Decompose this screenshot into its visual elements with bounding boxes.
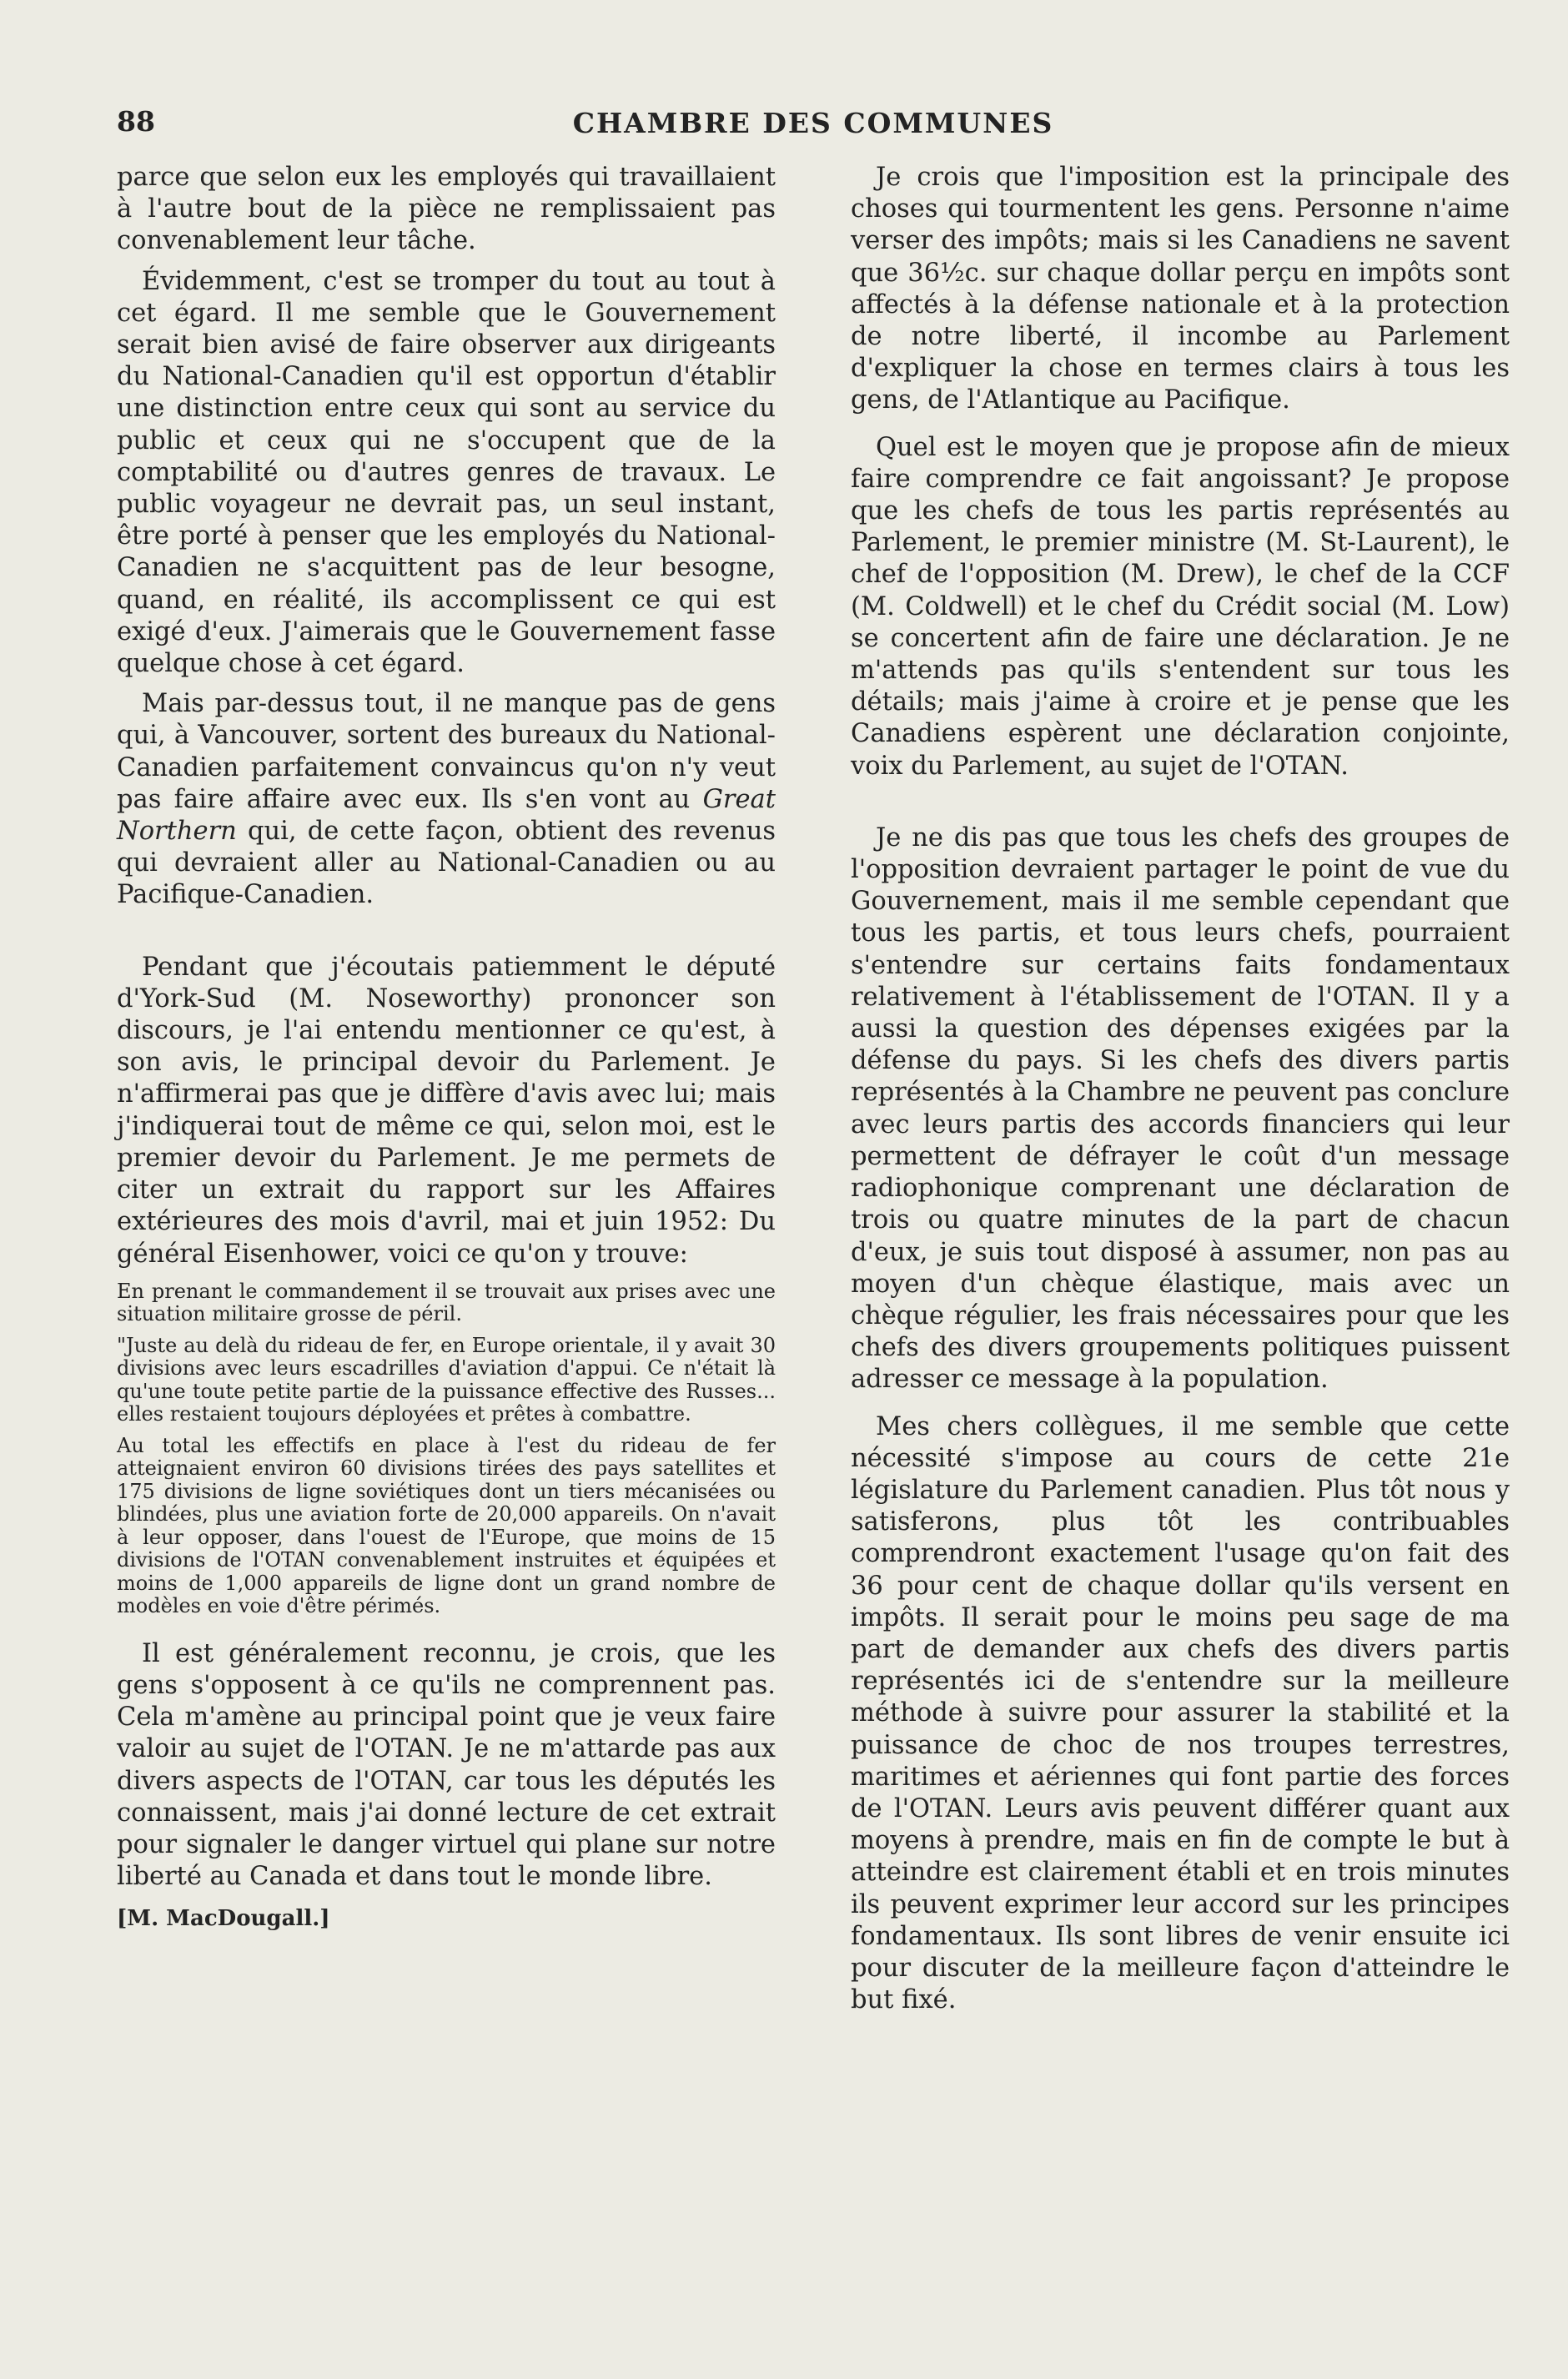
paragraph: parce que selon eux les employés qui travaillaient à l'autre bout de la pièce ne remplissaient pas convenablement leur tâche. bbox=[117, 163, 776, 256]
paragraph bbox=[117, 688, 776, 911]
page-header bbox=[117, 98, 1510, 148]
paragraph: Pendant que j'écoutais patiemment le député d'York-Sud (M. Noseworthy) prononcer son discours, je l'ai entendu mentionner ce qu'est, à son avis, le principal devoir du Parlement. Je n'affirmerai pas que je diffère d'avis avec lui; mais j'indiquerai tout de même ce qui, selon moi, est le premier devoir du Parlement. Je me permets de citer un extrait du rapport sur les Affaires extérieures des mois d'avril, mai et juin 1952: Du général Eisenhower, voici ce qu'on y trouve: bbox=[117, 952, 776, 1269]
quote-paragraph: En prenant le commandement il se trouvait aux prises avec une situation militaire grosse de péril. bbox=[117, 1279, 776, 1326]
paragraph: Mes chers collègues, il me semble que cette nécessité s'impose au cours de cette 21e législature du Parlement canadien. Plus tôt nous y satisferons, plus tôt les contribuables comprendront exactement l'usage qu'on fait des 36 pour cent de chaque dollar qu'ils versent en impôts. Il serait pour le moins peu sage de ma part de demander aux chefs des divers partis représentés ici de s'entendre sur la meilleure méthode à suivre pour assurer la stabilité et la puissance de choc de nos troupes terrestres, maritimes et aériennes qui font partie des forces de l'OTAN. Leurs avis peuvent différer quant aux moyens à prendre, mais en fin de compte le but à atteindre est clairement établi et en trois minutes ils peuvent exprimer leur accord sur les principes fondamentaux. Ils sont libres de venir ensuite ici pour discuter de la meilleure façon d'atteindre le but fixé. bbox=[851, 1411, 1510, 2015]
paragraph: Je ne dis pas que tous les chefs des groupes de l'opposition devraient partager le point de vue du Gouvernement, mais il me semble cependant que tous les partis, et tous leurs chefs, pourraient s'entendre sur certains faits fondamentaux relativement à l'établissement de l'OTAN. Il y a aussi la question des dépenses exigées par la défense du pays. Si les chefs des divers partis représentés à la Chambre ne peuvent pas conclure avec leurs partis des accords financiers qui leur permettent de défrayer le coût d'un message radiophonique comprenant une déclaration de trois ou quatre minutes de la part de chacun d'eux, je suis tout disposé à assumer, non pas au moyen d'un chèque élastique, mais avec un chèque régulier, les frais nécessaires pour que les chefs des divers groupements politiques puissent adresser ce message à la population. bbox=[851, 822, 1510, 1395]
running-title: CHAMBRE DES COMMUNES bbox=[572, 107, 1054, 139]
quote-paragraph: "Juste au delà du rideau de fer, en Europe orientale, il y avait 30 divisions avec leurs escadrilles d'aviation d'appui. Ce n'était là qu'une toute petite partie de la puissance effective des Russes... elles restaient toujours déployées et prêtes à combattre. bbox=[117, 1333, 776, 1426]
paragraph: Je crois que l'imposition est la principale des choses qui tourmentent les gens. Personne n'aime verser des impôts; mais si les Canadiens ne savent que 36½c. sur chaque dollar perçu en impôts sont affectés à la défense nationale et à la protection de notre liberté, il incombe au Parlement d'expliquer la chose en termes clairs à tous les gens, de l'Atlantique au Pacifique. bbox=[851, 163, 1510, 415]
paragraph: Évidemment, c'est se tromper du tout au tout à cet égard. Il me semble que le Gouvernement serait bien avisé de faire observer aux dirigeants du National-Canadien qu'il est opportun d'établir une distinction entre ceux qui sont au service du public et ceux qui ne s'occupent que de la comptabilité ou d'autres genres de travaux. Le public voyageur ne devrait pas, un seul instant, être porté à penser que les employés du National-Canadien ne s'acquittent pas de leur besogne, quand, en réalité, ils accomplissent ce qui est exigé d'eux. J'aimerais que le Gouvernement fasse quelque chose à cet égard. bbox=[117, 266, 776, 679]
quote-paragraph: Au total les effectifs en place à l'est du rideau de fer atteignaient environ 60 divisions tirées des pays satellites et 175 divisions de ligne soviétiques dont un tiers mécanisées ou blindées, plus une aviation forte de 20,000 appareils. On n'avait à leur opposer, dans l'ouest de l'Europe, que moins de 15 divisions de l'OTAN convenablement instruites et équipées et moins de 1,000 appareils de ligne dont un grand nombre de modèles en voie d'être périmés. bbox=[117, 1433, 776, 1618]
left-column bbox=[117, 162, 776, 2031]
right-column bbox=[851, 162, 1510, 2031]
paragraph: Quel est le moyen que je propose afin de mieux faire comprendre ce fait angoissant? Je propose que les chefs de tous les partis représentés au Parlement, le premier ministre (M. St-Laurent), le chef de l'opposition (M. Drew), le chef de la CCF (M. Coldwell) et le chef du Crédit social (M. Low) se concertent afin de faire une déclaration. Je ne m'attends pas qu'ils s'entendent sur tous les détails; mais j'aime à croire et je pense que les Canadiens espèrent une déclaration conjointe, voix du Parlement, au sujet de l'OTAN. bbox=[851, 432, 1510, 781]
paragraph-text: qui, de cette façon, obtient des revenus qui devraient aller au National-Canadien ou au Pacifique-Canadien. bbox=[117, 817, 776, 910]
paragraph: Il est généralement reconnu, je crois, que les gens s'opposent à ce qu'ils ne comprennent pas. Cela m'amène au principal point que je veux faire valoir au sujet de l'OTAN. Je ne m'attarde pas aux divers aspects de l'OTAN, car tous les députés les connaissent, mais j'ai donné lecture de cet extrait pour signaler le danger virtuel qui plane sur notre liberté au Canada et dans tout le monde libre. bbox=[117, 1638, 776, 1892]
italic-term: Great Northern bbox=[117, 784, 776, 847]
paragraph-text: Mais par-dessus tout, il ne manque pas de gens qui, à Vancouver, sortent des bureaux du National-Canadien parfaitement convaincus qu'on n'y veut pas faire affaire avec eux. Ils s'en vont au bbox=[117, 689, 776, 814]
speaker-attribution: [M. MacDougall.] bbox=[117, 1906, 330, 1932]
text-columns bbox=[117, 162, 1510, 2031]
page-number: 88 bbox=[117, 105, 155, 138]
block-quote bbox=[117, 1280, 776, 1618]
